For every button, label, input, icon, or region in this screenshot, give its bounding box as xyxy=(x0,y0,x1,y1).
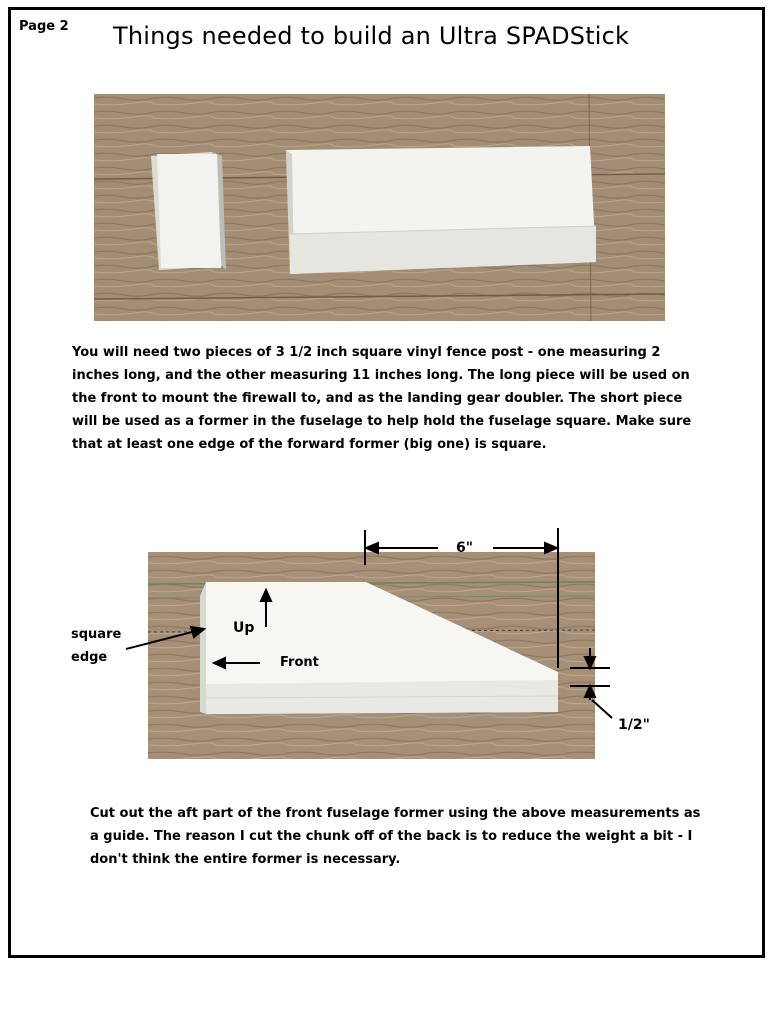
up-label: Up xyxy=(233,620,255,636)
intro-paragraph: You will need two pieces of 3 1/2 inch square vinyl fence post - one measuring 2 inches long, and the other measuring 11 inches long. The long piece will be used on the front to mount the firewall to, and as the landing gear doubler. The short piece will be used as a former in the fuselage to help hold the fuselage square. Make sure that at least one edge of the forward former (big one) is square. xyxy=(72,345,692,452)
square-edge-label-line2: edge xyxy=(71,650,108,665)
page-title: Things needed to build an Ultra SPADStick xyxy=(113,22,630,50)
dimension-label-half-inch: 1/2" xyxy=(618,717,650,733)
dimension-label-6in: 6" xyxy=(456,540,474,556)
photo-vinyl-posts xyxy=(94,94,665,321)
cutting-paragraph: Cut out the aft part of the front fuselage former using the above measurements as a guide. The reason I cut the chunk off of the back is to reduce the weight a bit - I don't think the entire former is necessary. xyxy=(90,806,701,867)
page-number: Page 2 xyxy=(19,19,69,34)
square-edge-label-line1: square xyxy=(71,627,122,642)
front-label: Front xyxy=(280,655,319,670)
photo-cut-former xyxy=(148,552,595,759)
